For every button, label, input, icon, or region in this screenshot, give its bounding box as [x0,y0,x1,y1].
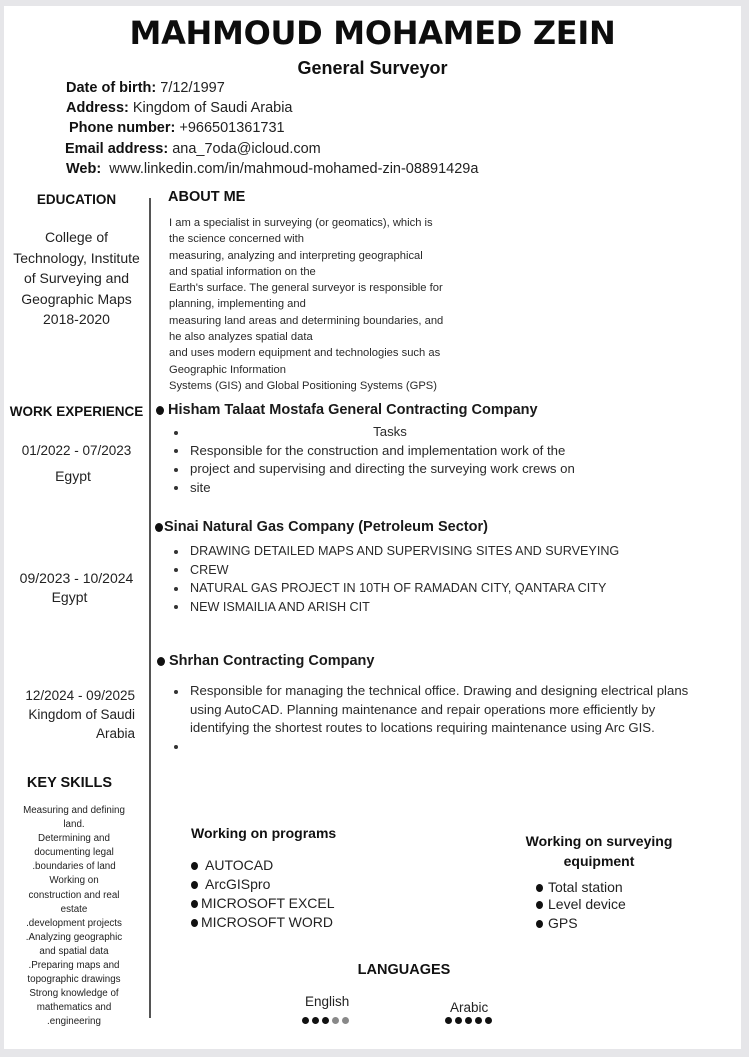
contact-phone [69,120,285,136]
key-skills-list: Measuring and defining land. Determining and documenting legal .boundaries of land Working on construction and real estate .development projects .Analyzing geographic and spatial data .Preparing maps and topographic drawings Strong knowledge of mathematics and .engineering [23,805,125,1028]
linkedin-link[interactable]: www.linkedin.com/in/mahmoud-mohamed-zin-08891429a [109,161,479,177]
education-text: College of Technology, Institute of Surveying and Geographic Maps 2018-2020 [13,229,140,327]
bullet-icon [191,881,198,889]
list-item: MICROSOFT EXCEL [191,894,335,913]
job-title: General Surveyor [297,58,448,78]
rating-dot-filled-icon [485,1017,492,1024]
contact-address [66,100,293,116]
language-arabic-label: Arabic [450,1000,489,1015]
list-item: project and supervising and directing the surveying work crews on [170,460,640,479]
bullet-icon [191,900,198,908]
about-me-heading: ABOUT ME [168,189,246,205]
candidate-name: MAHMOUD MOHAMED ZEIN [129,14,616,52]
list-item: Responsible for managing the technical office. Drawing and designing electrical plans using AutoCAD. Planning maintenance and repair operations more efficiently by identifying the shortest routes to locations requiring maintenance using Arc GIS. [170,682,690,738]
bullet-icon [191,919,198,927]
programs-list [191,856,335,932]
about-me-text: I am a specialist in surveying (or geomatics), which is the science concerned with measuring, analyzing and interpreting geographical and spatial information on the Earth's surface. The general surveyor is responsible for planning, implementing and measuring land areas and determining boundaries, and he also analyzes spatial data and uses modern equipment and technologies such as Geographic Information Systems (GIS) and Global Positioning Systems (GPS) [169,217,444,392]
rating-dot-empty-icon [342,1017,349,1024]
list-item: Level device [536,896,626,913]
list-item [170,738,690,757]
bullet-icon [536,884,543,892]
list-item: MICROSOFT WORD [191,913,335,932]
list-item: NATURAL GAS PROJECT IN 10TH OF RAMADAN CITY, QANTARA CITY [170,579,650,598]
list-item: Responsible for the construction and implementation work of the [170,442,640,461]
work-experience-heading: WORK EXPERIENCE [9,404,144,419]
bullet-icon [156,406,164,415]
languages-heading: LANGUAGES [357,962,451,978]
equipment-heading: Working on surveying equipment [525,833,673,869]
language-arabic-rating [445,1017,492,1024]
contact-dob [66,80,225,96]
rating-dot-filled-icon [312,1017,319,1024]
rating-dot-empty-icon [332,1017,339,1024]
education-heading: EDUCATION [36,192,117,207]
bullet-icon [157,657,165,666]
bullet-icon [536,901,543,909]
web-label: Web: [66,161,102,177]
list-item: AUTOCAD [191,856,335,875]
list-item: GPS [536,915,626,932]
job-1-dates: 01/2022 - 07/2023 [21,443,132,458]
job-3-dates: 12/2024 - 09/2025 [25,688,135,703]
address-value: Kingdom of Saudi Arabia [132,100,293,116]
contact-email [65,141,321,157]
rating-dot-filled-icon [475,1017,482,1024]
resume-page [4,6,741,1049]
programs-heading: Working on programs [191,825,337,841]
job-1-tasks [170,423,640,497]
job-3-tasks [170,682,690,756]
language-english-label: English [305,994,350,1009]
rating-dot-filled-icon [455,1017,462,1024]
job-1-company: Hisham Talaat Mostafa General Contracting Company [156,402,538,418]
key-skills-heading: KEY SKILLS [26,775,113,791]
email-value[interactable]: ana_7oda@icloud.com [172,141,321,157]
job-1-location: Egypt [55,468,91,484]
list-item: Total station [536,879,626,896]
bullet-icon [191,862,198,870]
dob-label: Date of birth: [66,80,157,96]
bullet-icon [536,920,543,928]
job-2-company: Sinai Natural Gas Company (Petroleum Sector) [155,519,488,535]
list-item: site [170,479,640,498]
phone-label: Phone number: [69,120,176,136]
list-item: CREW [170,561,650,580]
list-item: ArcGISpro [191,875,335,894]
job-3-location: Kingdom of Saudi Arabia [28,707,135,741]
list-item: DRAWING DETAILED MAPS AND SUPERVISING SITES AND SURVEYING [170,542,650,561]
language-english-rating [302,1017,349,1024]
rating-dot-filled-icon [465,1017,472,1024]
job-2-location: Egypt [51,589,88,605]
job-2-tasks [170,542,650,616]
job-3-company: Shrhan Contracting Company [157,653,374,669]
rating-dot-filled-icon [445,1017,452,1024]
job-2-dates: 09/2023 - 10/2024 [19,570,134,586]
bullet-icon [155,523,163,532]
rating-dot-filled-icon [302,1017,309,1024]
phone-value: +966501361731 [179,120,285,136]
address-label: Address: [66,100,129,116]
column-divider [149,198,151,1018]
list-item: Tasks [170,423,640,442]
contact-web [66,161,478,177]
rating-dot-filled-icon [322,1017,329,1024]
equipment-list [536,879,626,932]
email-label: Email address: [65,141,169,157]
dob-value: 7/12/1997 [160,80,225,96]
list-item: NEW ISMAILIA AND ARISH CIT [170,598,650,617]
